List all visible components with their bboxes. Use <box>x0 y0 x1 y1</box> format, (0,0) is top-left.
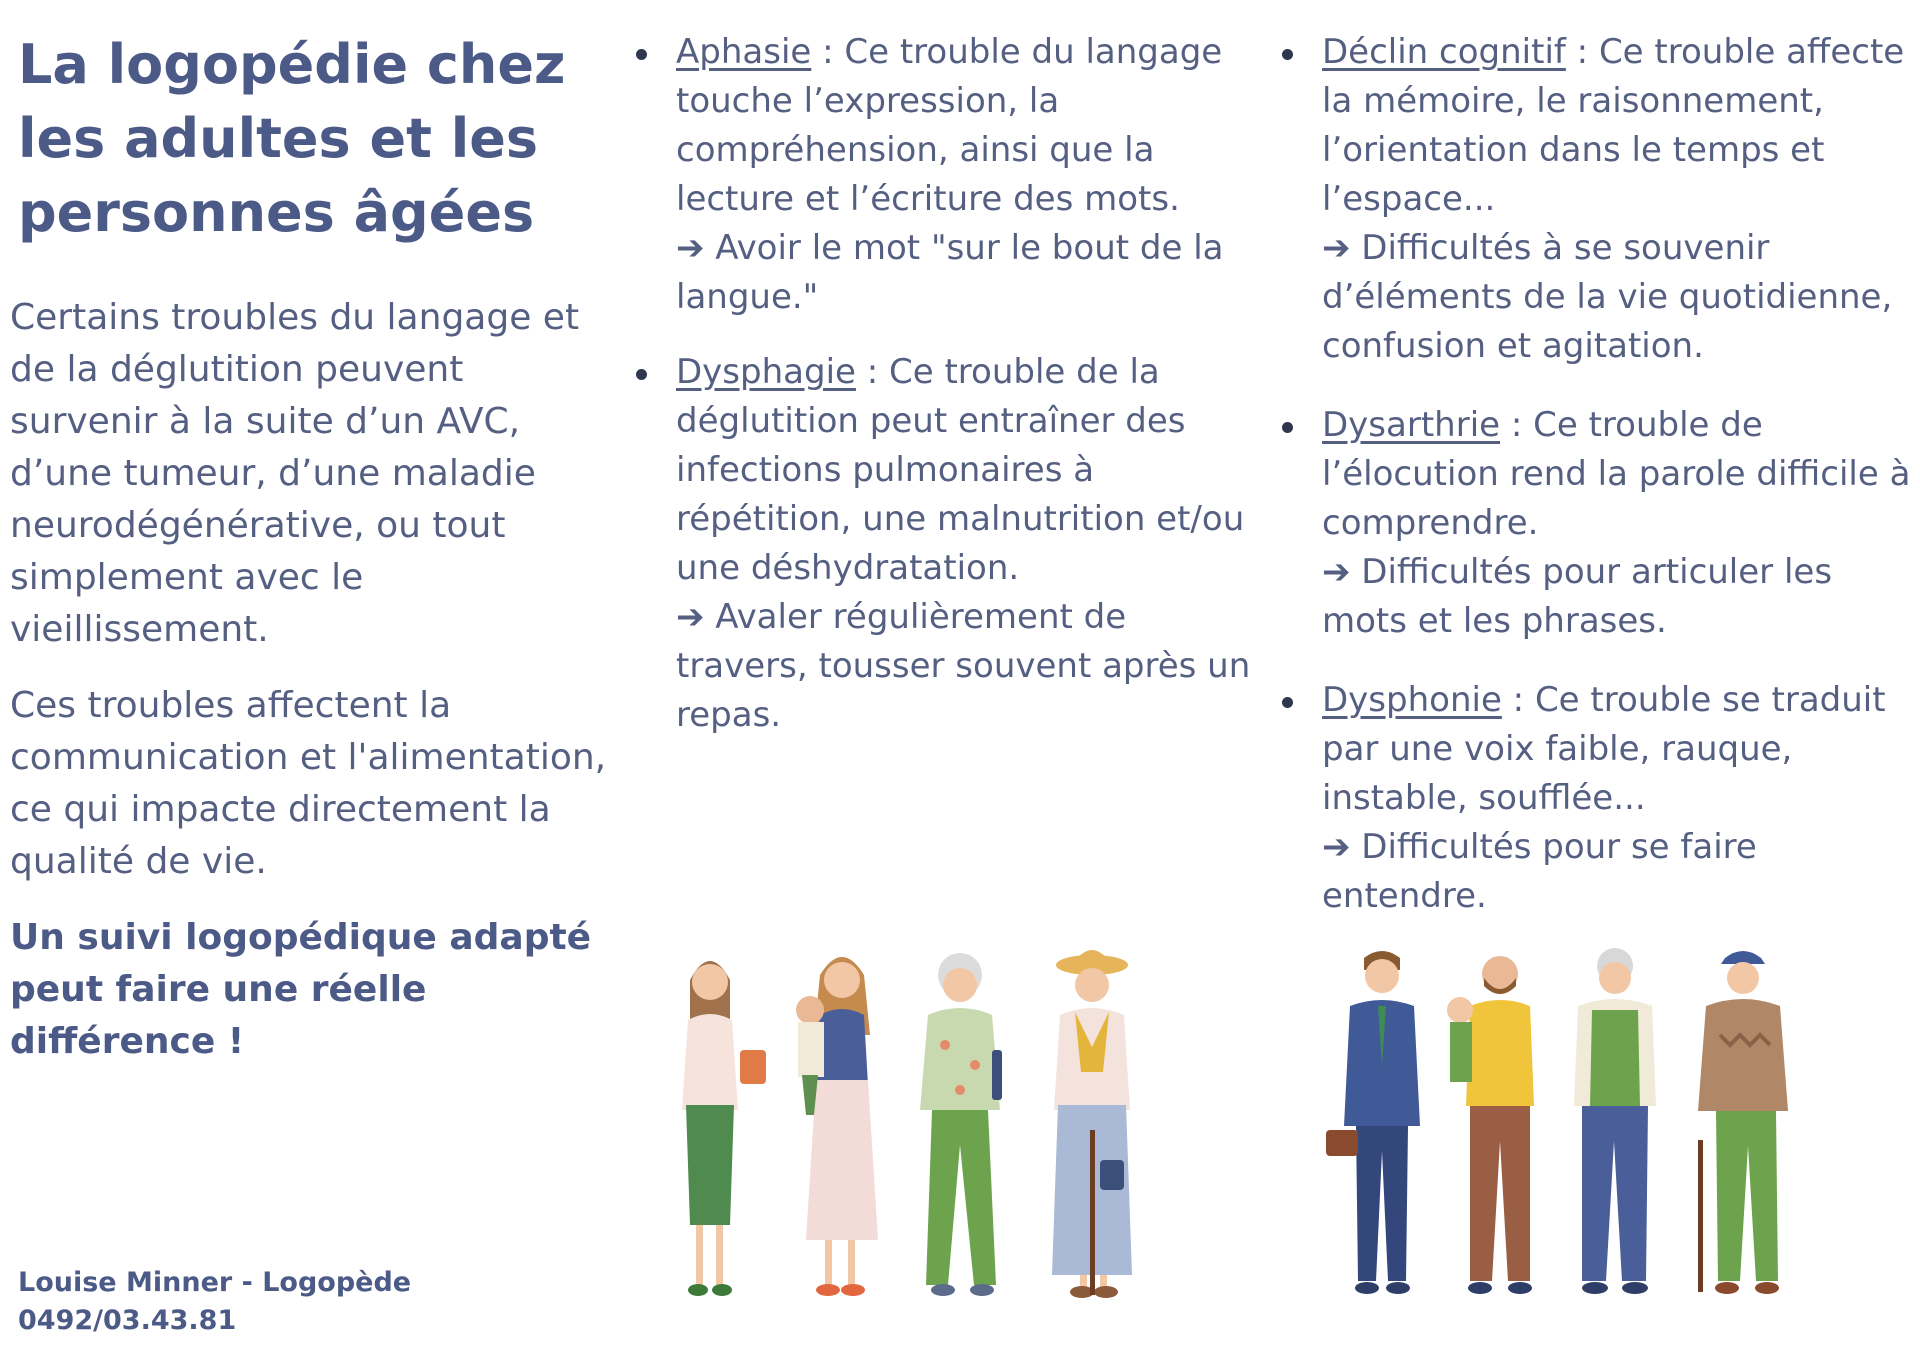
term-dysphagie: Dysphagie <box>676 352 856 392</box>
list-item-dysarthrie <box>1282 401 1912 646</box>
women-figures-illustration <box>660 940 1220 1320</box>
example-declin-cognitif: ➔ Difficultés à se souvenir d’éléments de la vie quotidienne, confusion et agitation. <box>1322 228 1893 366</box>
desc-declin-cognitif: : Ce trouble affecte la mémoire, le raisonnement, l’orientation dans le temps et l’espace... <box>1322 32 1905 219</box>
term-aphasie: Aphasie <box>676 32 812 72</box>
intro-paragraph-2: Ces troubles affectent la communication et l'alimentation, ce qui impacte directement la qualité de vie. <box>10 685 607 882</box>
contact-footer <box>18 1264 411 1340</box>
disorders-column-right <box>1282 28 1912 921</box>
father-with-baby-figure <box>1447 956 1534 1294</box>
desc-aphasie: : Ce trouble du langage touche l’expression, la compréhension, ainsi que la lecture et l’écriture des mots. <box>676 32 1223 219</box>
elderly-man-vest-figure <box>1574 948 1656 1294</box>
desc-dysarthrie: : Ce trouble de l’élocution rend la parole difficile à comprendre. <box>1322 405 1911 543</box>
list-item-declin-cognitif <box>1282 28 1912 371</box>
list-item-dysphonie <box>1282 676 1912 921</box>
illustration-women <box>660 940 1220 1320</box>
example-dysarthrie: ➔ Difficultés pour articuler les mots et les phrases. <box>1322 552 1833 641</box>
mother-with-child-figure <box>796 957 878 1296</box>
intro-paragraph-1: Certains troubles du langage et de la déglutition peuvent survenir à la suite d’un AVC, d’une tumeur, d’une maladie neurodégénérative, ou tout simplement avec le vieillissement. <box>10 297 580 650</box>
term-dysarthrie: Dysarthrie <box>1322 405 1501 445</box>
elderly-man-cap-figure <box>1698 951 1788 1294</box>
woman-professional-figure <box>682 961 766 1296</box>
example-dysphagie: ➔ Avaler régulièrement de travers, tousser souvent après un repas. <box>676 597 1251 735</box>
example-dysphonie: ➔ Difficultés pour se faire entendre. <box>1322 827 1757 916</box>
phone-number: 0492/03.43.81 <box>18 1305 237 1336</box>
list-item-aphasie <box>636 28 1266 322</box>
example-aphasie: ➔ Avoir le mot "sur le bout de la langue." <box>676 228 1224 317</box>
elderly-woman-floral-figure <box>920 953 1002 1296</box>
page-title: La logopédie chez les adultes et les personnes âgées <box>18 33 566 244</box>
men-figures-illustration <box>1320 940 1840 1320</box>
intro-section <box>10 292 620 1092</box>
intro-highlight: Un suivi logopédique adapté peut faire une réelle différence ! <box>10 917 592 1062</box>
illustration-men <box>1320 940 1840 1320</box>
desc-dysphagie: : Ce trouble de la déglutition peut entraîner des infections pulmonaires à répétition, une malnutrition et/ou une déshydratation. <box>676 352 1245 588</box>
disorders-column-middle <box>636 28 1266 740</box>
elderly-woman-hat-figure <box>1052 950 1132 1298</box>
businessman-figure <box>1326 951 1420 1294</box>
author-name: Louise Minner - Logopède <box>18 1267 412 1298</box>
list-item-dysphagie <box>636 348 1266 740</box>
desc-dysphonie: : Ce trouble se traduit par une voix faible, rauque, instable, soufflée... <box>1322 680 1886 818</box>
term-dysphonie: Dysphonie <box>1322 680 1502 720</box>
term-declin-cognitif: Déclin cognitif <box>1322 32 1566 72</box>
